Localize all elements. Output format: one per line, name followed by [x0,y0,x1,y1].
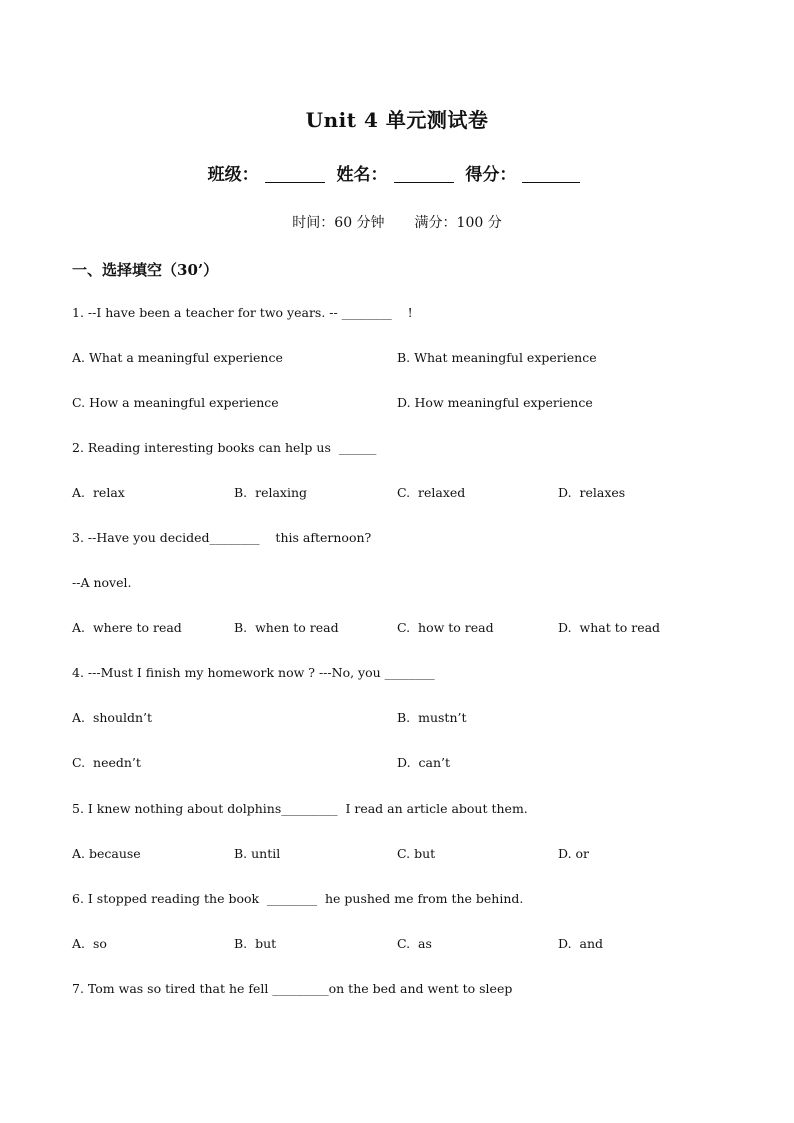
question-stem: 6. I stopped reading the book ________ he pushed me from the behind. [72,891,524,906]
option: B. What meaningful experience [397,350,597,365]
option: A. shouldn’t [72,710,153,725]
option: C. How a meaningful experience [72,395,279,410]
option: C. relaxed [397,485,466,500]
option: B. when to read [234,620,339,635]
option: B. relaxing [234,485,308,500]
option: C. how to read [397,620,494,635]
page-title: Unit 4 单元测试卷 [305,108,489,132]
exam-meta [0,212,794,232]
full-score-text: 满分：100 分 [414,215,502,231]
option: A. where to read [72,620,182,635]
option: A. because [72,846,141,861]
option: A. What a meaningful experience [72,350,283,365]
option: A. relax [72,485,125,500]
question-stem: 7. Tom was so tired that he fell _________on the bed and went to sleep [72,981,513,996]
class-blank [265,164,325,183]
option: D. or [558,846,590,861]
option: D. relaxes [558,485,626,500]
question-stem: 2. Reading interesting books can help us ______ [72,440,377,455]
question-stem-continuation: --A novel. [72,575,132,590]
question-stem: 5. I knew nothing about dolphins_________ I read an article about them. [72,801,528,816]
option: C. as [397,936,432,951]
section-title: 一、选择填空（30’） [72,261,219,279]
option: D. How meaningful experience [397,395,593,410]
student-info-line [0,160,794,185]
name-label: 姓名： [336,165,388,185]
option: D. can’t [397,755,450,770]
option: C. but [397,846,436,861]
option: A. so [72,936,107,951]
time-text: 时间：60 分钟 [292,215,385,231]
score-blank [522,164,580,183]
option: D. what to read [558,620,661,635]
question-stem: 3. --Have you decided________ this afternoon? [72,530,372,545]
option: B. until [234,846,281,861]
class-label: 班级： [207,165,259,185]
question-stem: 4. ---Must I finish my homework now ? ---No, you ________ [72,665,435,680]
option: C. needn’t [72,755,141,770]
name-blank [394,164,454,183]
option: B. but [234,936,277,951]
question-stem: 1. --I have been a teacher for two years. -- ________ ! [72,305,413,320]
score-label: 得分： [465,165,517,185]
option: D. and [558,936,604,951]
option: B. mustn’t [397,710,467,725]
